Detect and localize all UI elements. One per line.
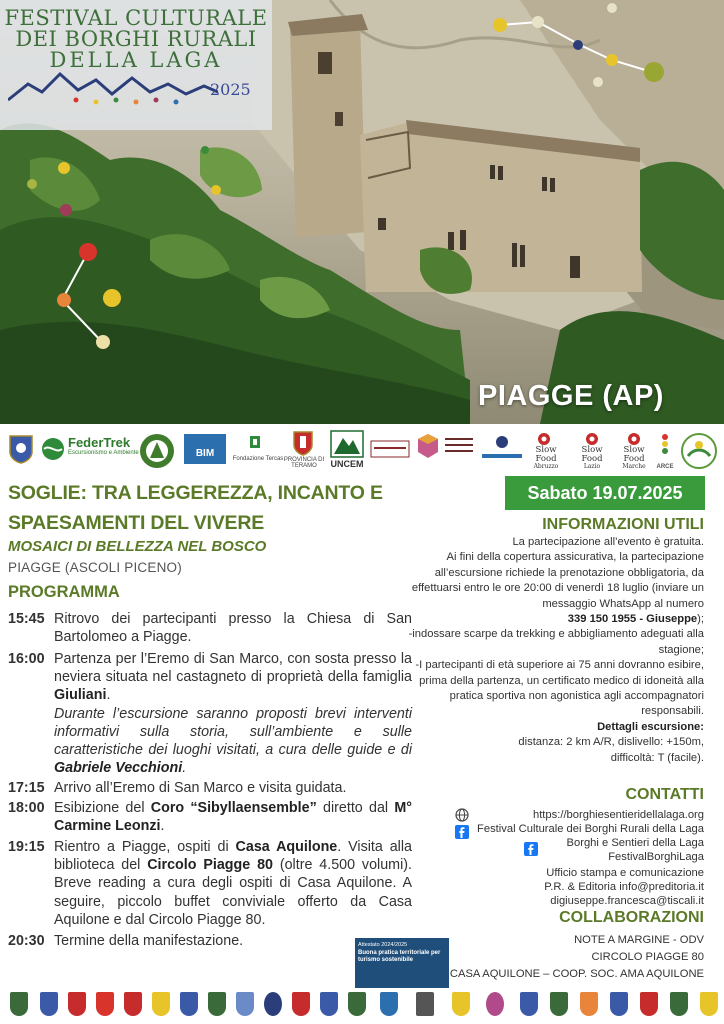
event-title-line2: SPAESAMENTI DEL VIVERE xyxy=(8,512,265,534)
schedule-item xyxy=(8,779,412,797)
slow-food-abruzzo-region: Abruzzo xyxy=(533,462,559,470)
info-phone-end: ); xyxy=(697,613,704,626)
info-heading: INFORMAZIONI UTILI xyxy=(542,516,704,533)
schedule-text: Arrivo all’Eremo di San Marco e visita guidata. xyxy=(54,780,347,796)
provincia-crest-icon xyxy=(292,430,314,456)
website-link[interactable]: https://borghiesentieridellalaga.org xyxy=(532,809,704,821)
schedule-text-italic-bold: Gabriele Vecchioni xyxy=(54,760,183,777)
federtrek-subtitle: Escursionismo e Ambiente xyxy=(68,449,139,456)
festival-title-line1: FESTIVAL CULTURALE xyxy=(4,6,268,30)
fondazione-mark-icon xyxy=(248,434,262,450)
municipality-crest-icon xyxy=(40,992,58,1016)
info-line-medical: -I partecipanti di età superiore ai 75 anni dovranno esibire, prima della partenza, un certificato medico di idoneità alla pratica sportiva non agonistica agli accompagnatori responsabili. xyxy=(415,659,704,718)
details-heading-text: Dettagli escursione: xyxy=(597,720,704,733)
schedule-item xyxy=(8,838,412,929)
contact-email[interactable]: digiuseppe.francesca@tiscali.it xyxy=(550,895,704,907)
municipality-crest-icon xyxy=(348,992,366,1016)
facebook-handle[interactable]: FestivalBorghiLaga xyxy=(608,851,704,863)
facebook-page-festival[interactable]: Festival Culturale dei Borghi Rurali della Laga xyxy=(477,823,704,835)
event-place: PIAGGE (ASCOLI PICENO) xyxy=(8,560,182,575)
municipality-crest-icon xyxy=(416,992,434,1016)
consorzio-logo-icon xyxy=(480,432,524,464)
municipality-crest-icon xyxy=(124,992,142,1016)
municipality-crest-strip xyxy=(0,988,724,1024)
slow-food-lazio-region: Lazio xyxy=(583,462,601,470)
municipality-crest-icon xyxy=(180,992,198,1016)
municipality-crest-icon xyxy=(8,434,34,464)
provincia-teramo-label: PROVINCIA DI TERAMO xyxy=(283,457,325,470)
municipality-crest-icon xyxy=(68,992,86,1016)
schedule-text xyxy=(54,838,412,929)
slow-food-abruzzo-logo xyxy=(528,446,564,470)
schedule-item xyxy=(8,650,412,777)
federtrek-name: FederTrek xyxy=(68,435,131,450)
schedule-text-part: Esibizione del xyxy=(54,800,151,816)
slow-food-marche-region: Marche xyxy=(622,462,646,470)
uncem-label: UNCEM xyxy=(330,459,364,469)
uncem-mountain-icon xyxy=(330,430,364,458)
details-line2: difficoltà: T (facile). xyxy=(610,751,704,764)
schedule-item xyxy=(8,799,412,835)
ufficio-stampa: Ufficio stampa e comunicazione xyxy=(546,867,704,879)
schedule-text xyxy=(54,799,412,835)
collaborazioni-heading: COLLABORAZIONI xyxy=(559,909,704,926)
federtrek-globe-icon xyxy=(40,436,66,462)
municipality-crest-icon xyxy=(700,992,718,1016)
schedule-item xyxy=(8,610,412,646)
municipality-crest-icon xyxy=(152,992,170,1016)
municipality-crest-icon xyxy=(580,992,598,1016)
mountain-logo-icon xyxy=(8,70,218,106)
municipality-crest-icon xyxy=(610,992,628,1016)
schedule-text-part: . xyxy=(106,687,111,704)
municipality-crest-icon xyxy=(380,992,398,1016)
cube-logo-icon xyxy=(416,432,440,460)
municipality-crest-icon xyxy=(550,992,568,1016)
snail-icon-marche xyxy=(626,432,642,446)
attestato-badge xyxy=(355,938,449,988)
schedule-text-bold: Coro “Sibyllaensemble” xyxy=(150,800,317,816)
collaborazione-item: NOTE A MARGINE - ODV xyxy=(574,934,704,946)
location-label: PIAGGE (AP) xyxy=(478,380,664,412)
municipality-crest-icon xyxy=(264,992,282,1016)
info-text xyxy=(404,535,704,766)
schedule-time: 19:15 xyxy=(8,839,45,855)
schedule-text-part: Partenza per l’Eremo di San Marco, con sosta presso la neviera situata nel castagneto di proprietà della famiglia xyxy=(54,651,412,686)
arce-figure-icon xyxy=(658,432,672,458)
contatti-heading: CONTATTI xyxy=(625,786,704,803)
municipality-crest-icon xyxy=(452,992,470,1016)
schedule-time: 17:15 xyxy=(8,780,45,796)
hero-photo xyxy=(0,0,724,424)
programma-heading: PROGRAMMA xyxy=(8,583,120,601)
municipality-crest-icon xyxy=(520,992,538,1016)
schedule-text: Ritrovo dei partecipanti presso la Chiesa di San Bartolomeo a Piagge. xyxy=(54,611,412,646)
slow-food-lazio-name: Slow Food xyxy=(581,445,603,464)
details-line1: distanza: 2 km A/R, dislivello: +150m, xyxy=(518,736,704,749)
schedule-text-part: . Visita alla biblioteca del xyxy=(54,839,412,874)
editoria-email[interactable]: P.R. & Editoria info@preditoria.it xyxy=(544,881,704,893)
fondazione-tercas-label: Fondazione Tercas xyxy=(232,456,284,462)
municipality-crest-icon xyxy=(292,992,310,1016)
event-subtitle: MOSAICI DI BELLEZZA NEL BOSCO xyxy=(8,538,267,555)
attestato-year: Attestato 2024/2025 xyxy=(358,942,408,948)
festival-year: 2025 xyxy=(210,80,251,99)
municipality-crest-icon xyxy=(10,992,28,1016)
info-phone: 339 150 1955 - Giuseppe xyxy=(567,613,698,626)
schedule-time: 16:00 xyxy=(8,651,45,667)
camera-commercio-logo-icon xyxy=(370,440,410,458)
slow-food-abruzzo-name: Slow Food xyxy=(535,445,557,464)
schedule-text xyxy=(54,650,412,777)
snail-icon-lazio xyxy=(584,432,600,446)
municipality-crest-icon xyxy=(320,992,338,1016)
bim-logo: BIM xyxy=(184,434,226,464)
festival-title-box xyxy=(0,0,272,130)
municipality-crest-icon xyxy=(486,992,504,1016)
info-line-booking: Ai fini della copertura assicurativa, la partecipazione all’escursione richiede la prenotazione obbligatoria, da effettuarsi entro le ore 20:00 di venerdì 18 luglio (inviare un messaggio WhatsApp al numero xyxy=(411,551,704,610)
event-title-line1: SOGLIE: TRA LEGGEREZZA, INCANTO E xyxy=(8,482,383,504)
info-line-free: La partecipazione all’evento è gratuita. xyxy=(512,536,704,548)
schedule-text-part: Rientro a Piagge, ospiti di xyxy=(54,839,236,855)
schedule-text: Termine della manifestazione. xyxy=(54,933,244,949)
schedule-text-italic: Durante l’escursione saranno proposti brevi interventi informativi sulla storia, sull’ambiente e sulle caratteristiche dei luoghi visitati, a cura delle guide e di xyxy=(54,705,412,759)
snail-icon-abruzzo xyxy=(536,432,552,446)
university-logo-icon xyxy=(444,434,474,460)
schedule-time: 15:45 xyxy=(8,611,45,627)
schedule-item xyxy=(8,932,412,950)
schedule-text-part: diretto dal xyxy=(316,800,395,816)
slow-food-lazio-logo xyxy=(573,446,611,470)
schedule-text-bold: Casa Aquilone xyxy=(235,839,338,855)
festival-title-line2: DEI BORGHI RURALI xyxy=(15,27,257,51)
info-phone-line xyxy=(404,612,704,627)
schedule-text-bold: Circolo Piagge 80 xyxy=(147,857,273,874)
schedule-time: 20:30 xyxy=(8,933,45,949)
collaborazione-item: CASA AQUILONE – COOP. SOC. AMA AQUILONE xyxy=(449,968,704,980)
schedule-text-bold: M° Carmine Leonzi xyxy=(54,800,412,835)
info-line-shoes: -indossare scarpe da trekking e abbigliamento adeguati alla stagione; xyxy=(408,628,704,656)
schedule-text-part: . xyxy=(160,818,165,835)
date-badge: Sabato 19.07.2025 xyxy=(505,476,705,510)
globe-icon xyxy=(455,808,469,822)
details-heading xyxy=(404,720,704,735)
sponsor-logo-strip xyxy=(0,424,724,480)
park-circle-logo-icon xyxy=(138,432,176,470)
municipality-crest-icon xyxy=(236,992,254,1016)
schedule-text-bold: Giuliani xyxy=(54,687,107,704)
arce-label: ARCE xyxy=(656,464,674,470)
collaborazione-item: CIRCOLO PIAGGE 80 xyxy=(591,951,704,963)
schedule-text-part: (oltre 4.500 volumi). Breve reading a cura degli ospiti di Casa Aquilone. A seguire, piccolo buffet conviviale offerto da Casa Aquilone e dal Circolo Piagge 80. xyxy=(54,857,412,928)
facebook-page-borghi[interactable]: Borghi e Sentieri della Laga xyxy=(566,837,704,849)
municipality-crest-icon xyxy=(96,992,114,1016)
municipality-crest-icon xyxy=(640,992,658,1016)
slow-food-marche-logo xyxy=(614,446,654,470)
schedule-text-italic: . xyxy=(182,760,187,777)
festival-title-line3: DELLA LAGA xyxy=(49,48,223,72)
facebook-icon xyxy=(524,842,538,856)
round-association-logo-icon xyxy=(680,432,718,470)
slow-food-marche-name: Slow Food xyxy=(623,445,645,464)
schedule-time: 18:00 xyxy=(8,800,45,816)
attestato-text: Buona pratica territoriale per turismo sostenibile xyxy=(358,949,441,963)
facebook-icon xyxy=(455,825,469,839)
municipality-crest-icon xyxy=(670,992,688,1016)
municipality-crest-icon xyxy=(208,992,226,1016)
